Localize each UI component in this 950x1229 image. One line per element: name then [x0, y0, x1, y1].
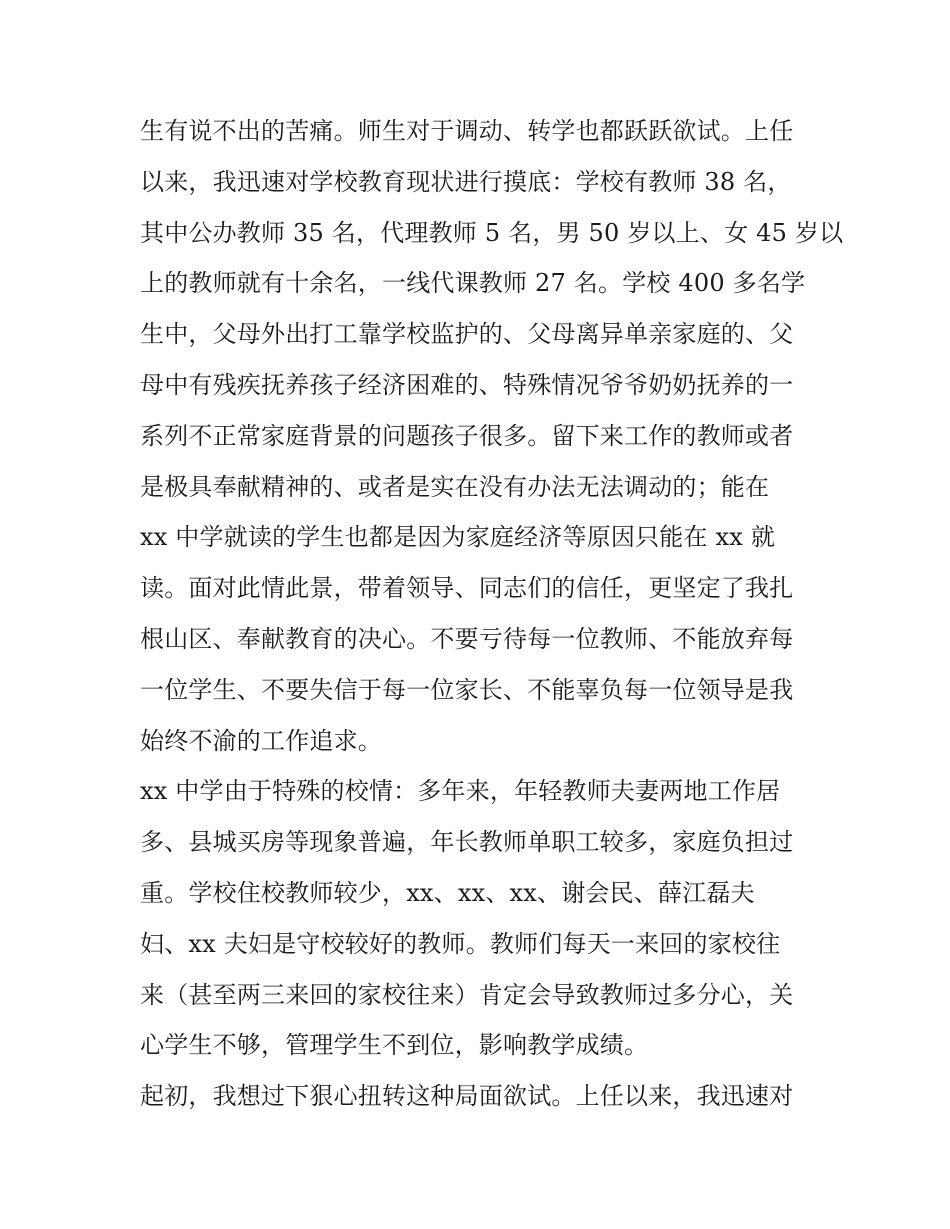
text-line: 读。面对此情此景，带着领导、同志们的信任，更坚定了我扎	[140, 574, 794, 603]
text-line: xx 中学就读的学生也都是因为家庭经济等原因只能在 xx 就	[140, 523, 776, 552]
text-line: 重。学校住校教师较少，xx、xx、xx、谢会民、薛江磊夫	[140, 878, 755, 907]
text-line: 生有说不出的苦痛。师生对于调动、转学也都跃跃欲试。上任	[140, 117, 794, 145]
text-line: 妇、xx 夫妇是守校较好的教师。教师们每天一来回的家校往	[140, 929, 781, 958]
text-line: 根山区、奉献教育的决心。不要亏待每一位教师、不能放弃每	[140, 624, 794, 653]
text-line: 生中，父母外出打工靠学校监护的、父母离异单亲家庭的、父	[140, 320, 794, 349]
text-line: 以来，我迅速对学校教育现状进行摸底：学校有教师 38 名，	[140, 167, 792, 196]
text-line: 多、县城买房等现象普遍，年长教师单职工较多，家庭负担过	[140, 828, 794, 857]
text-line: 其中公办教师 35 名，代理教师 5 名，男 50 岁以上、女 45 岁以	[140, 218, 844, 247]
text-line: 一位学生、不要失信于每一位家长、不能辜负每一位领导是我	[140, 675, 794, 704]
text-line: 母中有残疾抚养孩子经济困难的、特殊情况爷爷奶奶抚养的一	[140, 370, 794, 399]
body-text	[140, 106, 844, 1122]
text-line: 心学生不够，管理学生不到位，影响教学成绩。	[140, 1031, 649, 1060]
text-line: 始终不渝的工作追求。	[140, 726, 382, 755]
text-line: 起初，我想过下狠心扭转这种局面欲试。上任以来，我迅速对	[140, 1082, 794, 1111]
text-line: 上的教师就有十余名，一线代课教师 27 名。学校 400 多名学	[140, 269, 806, 298]
text-line: xx 中学由于特殊的校情：多年来，年轻教师夫妻两地工作居	[140, 777, 781, 806]
text-line: 来（甚至两三来回的家校往来）肯定会导致教师过多分心，关	[140, 980, 794, 1009]
text-line: 系列不正常家庭背景的问题孩子很多。留下来工作的教师或者	[140, 421, 794, 450]
text-line: 是极具奉献精神的、或者是实在没有办法无法调动的；能在	[140, 472, 770, 501]
